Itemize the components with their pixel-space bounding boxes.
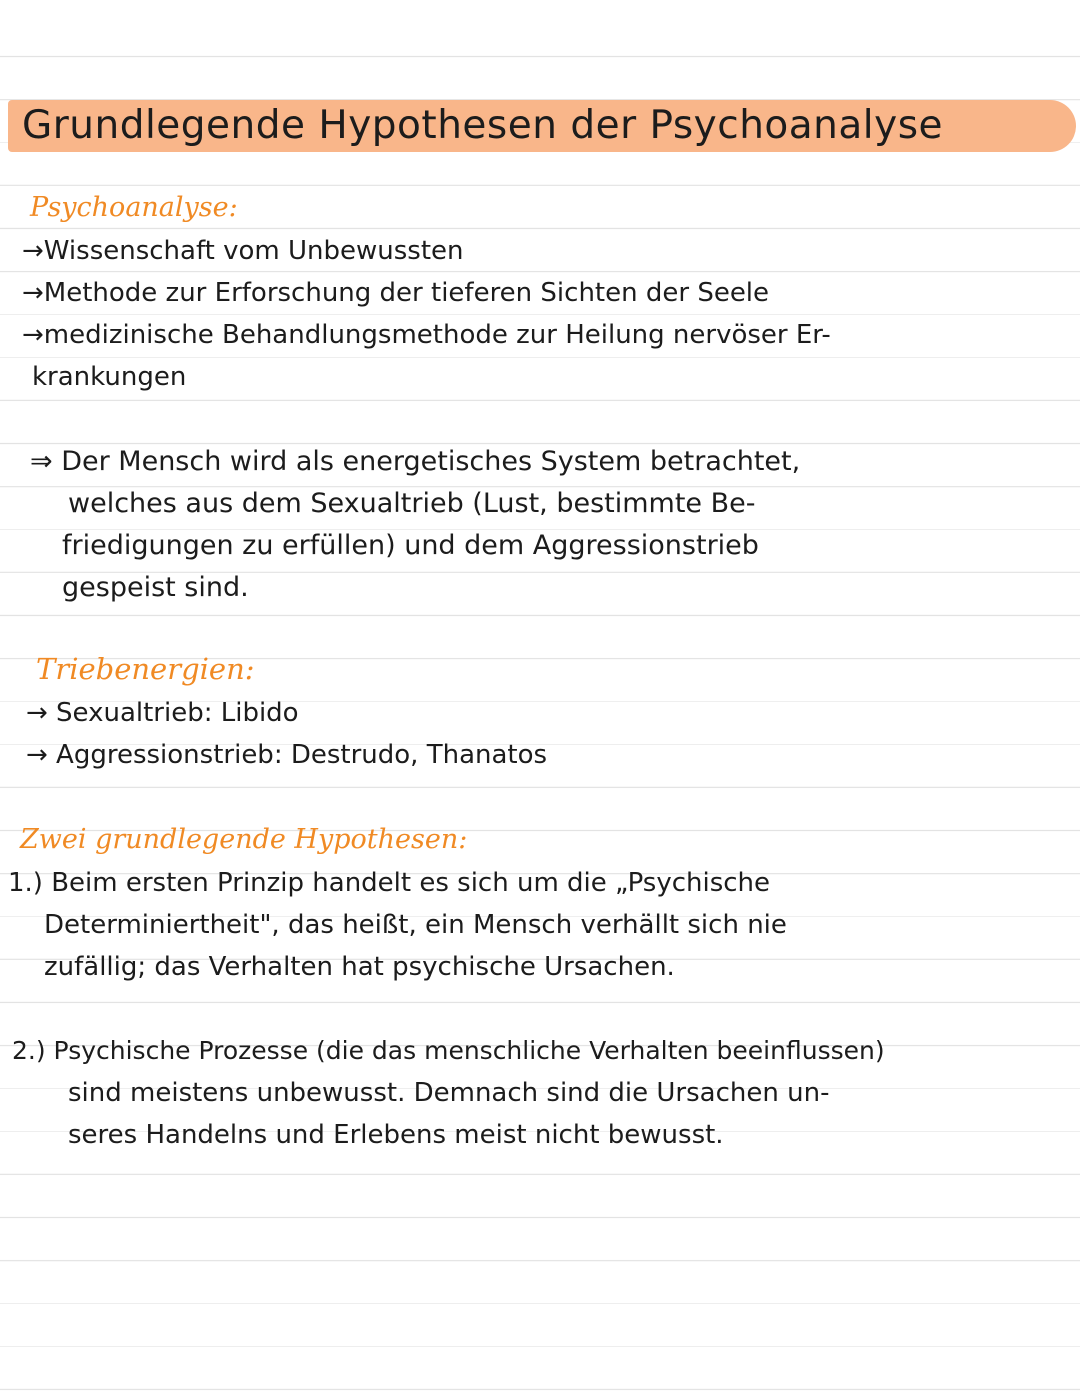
text-line: →Methode zur Erforschung der tieferen Sichten der Seele: [22, 278, 770, 308]
text-line: 2.) Psychische Prozesse (die das menschliche Verhalten beeinflussen): [12, 1036, 885, 1065]
text-line: friedigungen zu erfüllen) und dem Aggressionstrieb: [62, 530, 759, 561]
text-line: sind meistens unbewusst. Demnach sind die Ursachen un-: [68, 1078, 830, 1108]
heading-psychoanalyse: Psychoanalyse:: [30, 192, 238, 223]
text-line: →medizinische Behandlungsmethode zur Heilung nervöser Er-: [22, 320, 831, 350]
heading-triebenergien: Triebenergien:: [36, 652, 255, 686]
page-title: Grundlegende Hypothesen der Psychoanalyse: [22, 103, 944, 148]
text-line: welches aus dem Sexualtrieb (Lust, bestimmte Be-: [68, 488, 756, 519]
text-line: 1.) Beim ersten Prinzip handelt es sich um die „Psychische: [8, 868, 771, 898]
heading-zwei-hypothesen: Zwei grundlegende Hypothesen:: [20, 824, 468, 855]
text-line: → Aggressionstrieb: Destrudo, Thanatos: [26, 740, 548, 770]
text-line: Determiniertheit", das heißt, ein Mensch verhällt sich nie: [44, 910, 787, 940]
text-line: →Wissenschaft vom Unbewussten: [22, 236, 464, 266]
text-line: gespeist sind.: [62, 572, 249, 603]
text-line: zufällig; das Verhalten hat psychische Ursachen.: [44, 952, 675, 982]
text-line: krankungen: [32, 362, 187, 392]
text-line: → Sexualtrieb: Libido: [26, 698, 299, 728]
text-line: ⇒ Der Mensch wird als energetisches System betrachtet,: [30, 446, 801, 477]
text-line: seres Handelns und Erlebens meist nicht bewusst.: [68, 1120, 724, 1150]
